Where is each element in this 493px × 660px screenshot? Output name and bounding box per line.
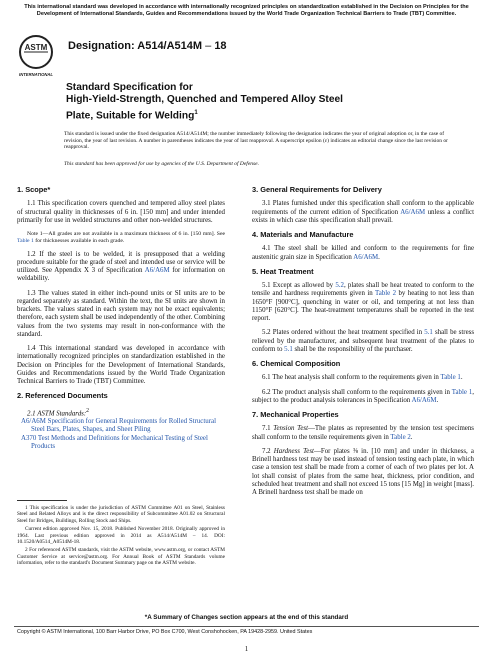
table-1-link[interactable]: Table 1	[440, 374, 461, 382]
wto-banner: This international standard was developed in accordance with internationally recognized principles on standardization established in the Decision on Principles for the Development of International Standards, Guides and Recommendations issued by the World Trade Organization Technical Barriers to Trade (TBT) Committee.	[24, 4, 469, 17]
paragraph-1-4: 1.4 This international standard was developed in accordance with internationally recognized principles on standardization established in the Decision on Principles for the Development of International Standards, Guides and Recommendations issued by the World Trade Organization Technical Barriers to Trade (TBT) Committee.	[17, 345, 225, 386]
designation-label: Designation: A514/A514M	[68, 40, 203, 52]
paragraph-6-2: 6.2 The product analysis shall conform to the requirements given in Table 1, subject to the product analysis tolerances in Specification A6/A6M.	[252, 388, 474, 404]
paragraph-2-1: 2.1 ASTM Standards:$^2$	[27, 407, 90, 417]
paragraph-5-1: 5.1 Except as allowed by 5.2, plates shall be heat treated to conform to the tensile and hardness requirements given in Table 2 by heating to not less than 1650°F [900°C], quenching in water or oil, and tempering at not less than 1150°F [620°C]. The heat-treatment temperatures shall be reported in the test report.	[252, 282, 475, 322]
paragraph-1-3: 1.3 The values stated in either inch-pound units or SI units are to be regarded separately as standard. Within the text, the SI units are shown in brackets. The values stated in each system may not be exact equivalents; therefore, each system shall be used independently of the other. Combining values from the two systems may result in non-conformance with the standard.	[17, 289, 225, 338]
footnote-1-edition: Current edition approved Nov. 15, 2018. Published November 2018. Originally approved in 1964. Last previous edition approved in 2014 as A514/A514M – 14. DOI: 10.1520/A0514_A0514M-18.	[17, 526, 225, 546]
a6-link[interactable]: A6/A6M	[353, 253, 379, 261]
table-1-link[interactable]: Table 1	[451, 388, 473, 396]
table-2-link[interactable]: Table 2	[374, 290, 397, 298]
svg-text:INTERNATIONAL: INTERNATIONAL	[19, 72, 53, 77]
paragraph-6-1: 6.1 The heat analysis shall conform to the requirements given in Table 1.	[262, 374, 463, 382]
title-line-3: Plate, Suitable for Welding$^1$	[66, 109, 198, 121]
note-1: Note 1—All grades are not available in a maximum thickness of 6 in. [150 mm]. See Table 1 for thicknesses available in each grade.	[17, 231, 225, 244]
a6-link[interactable]: A6/A6M	[400, 208, 426, 216]
paragraph-5-2: 5.2 Plates ordered without the heat treatment specified in 5.1 shall be stress relieved by the manufacturer, and subsequent heat treatment of the plates to conform to 5.1 shall be the responsibility of the purchaser.	[252, 329, 474, 353]
summary-of-changes-note: *A Summary of Changes section appears at the end of this standard	[144, 614, 349, 621]
paragraph-4-1: 4.1 The steel shall be killed and conform to the requirements for fine austenitic grain size in Specification A6/A6M.	[252, 245, 474, 261]
paragraph-7-1: 7.1 Tension Test—The plates as represented by the tension test specimens shall conform to the tensile requirements given in Table 2.	[252, 425, 474, 441]
section-5-1-link[interactable]: 5.1	[424, 329, 433, 337]
designation	[68, 40, 227, 52]
section-2-heading: 2. Referenced Documents	[17, 391, 108, 401]
footnote-divider	[17, 500, 67, 501]
table-2-link[interactable]: Table 2	[390, 433, 411, 441]
paragraph-1-2: 1.2 If the steel is to be welded, it is presupposed that a welding procedure suitable for the grade of steel and intended use or service will be utilized. See Appendix X 3 of Specification A6/A6M for information on weldability.	[17, 250, 225, 283]
document-title	[66, 82, 446, 122]
left-column	[17, 186, 225, 457]
a6-link[interactable]: A6/A6M	[411, 396, 437, 404]
paragraph-3-1: 3.1 Plates furnished under this specification shall conform to the applicable requirements of the current edition of Specification A6/A6M unless a conflict exists in which case this specification shall prevail.	[252, 200, 474, 224]
section-5-1-link[interactable]: 5.1	[284, 345, 293, 353]
section-5-heading: 5. Heat Treatment	[252, 266, 314, 276]
section-3-heading: 3. General Requirements for Delivery	[252, 185, 382, 194]
section-5-2-link[interactable]: 5.2	[335, 282, 344, 289]
reference-a6[interactable]: A6/A6M Specification for General Requirements for Rolled Structural Steel Bars, Plates, Shapes, and Sheet Piling	[21, 418, 216, 434]
title-line-2: High-Yield-Strength, Quenched and Tempered Alloy Steel	[66, 94, 343, 105]
page-number: 1	[244, 645, 249, 653]
referenced-documents	[17, 407, 225, 452]
copyright-line: Copyright © ASTM International, 100 Barr Harbor Drive, PO Box C700, West Conshohocken, PA 19428-2959. United States	[17, 629, 313, 635]
paragraph-1-1: 1.1 This specification covers quenched and tempered alloy steel plates of structural quality in thicknesses of 6 in. [150 mm] and under intended primarily for use in welded structures and other non-welded structures.	[17, 200, 225, 224]
section-6-heading: 6. Chemical Composition	[252, 359, 341, 368]
section-1-heading: 1. Scope*	[17, 185, 51, 194]
copyright-divider	[14, 626, 479, 627]
right-column	[252, 186, 474, 503]
table-1-link[interactable]: Table 1	[17, 237, 34, 244]
a6-link[interactable]: A6/A6M	[144, 267, 170, 275]
astm-logo	[14, 33, 58, 79]
designation-dash: –	[202, 40, 215, 52]
issued-note: This standard is issued under the fixed designation A514/A514M; the number immediately following the designation indicates the year of original adoption or, in the case of revision, the year of last revision. A number in parentheses indicates the year of last reapproval. A superscript epsilon (ε) indicates an editorial change since the last revision or reapproval.	[64, 131, 448, 151]
approved-note: This standard has been approved for use by agencies of the U.S. Department of Defense.	[64, 161, 259, 167]
footnote-1: 1 This specification is under the jurisdiction of ASTM Committee A01 on Steel, Stainless Steel and Related Alloys and is the direct responsibility of Subcommittee A01.02 on Structural Steel for Bridges, Buildings, Rolling Stock and Ships.	[17, 505, 225, 524]
footnote-2: 2 For referenced ASTM standards, visit the ASTM website, www.astm.org, or contact ASTM Customer Service at service@astm.org. For Annual Book of ASTM Standards volume information, refer to the standard's Document Summary page on the ASTM website.	[17, 547, 225, 567]
designation-year: 18	[214, 40, 227, 52]
paragraph-7-2: 7.2 Hardness Test—For plates ⅜ in. [10 mm] and under in thickness, a Brinell hardness test may be used instead of tension testing each plate, in which case a tension test shall be made from a corner of each of two plates per lot. A lot shall consist of plates from the same heat, thickness, prior condition, and scheduled heat treatment and shall not exceed 15 tons [15 Mg] in weight [mass]. A Brinell hardness test shall be made on	[252, 447, 474, 496]
reference-a370[interactable]: A370 Test Methods and Definitions for Mechanical Testing of Steel Products	[21, 434, 208, 450]
section-7-heading: 7. Mechanical Properties	[252, 410, 339, 419]
title-line-1: Standard Specification for	[66, 82, 193, 93]
footnotes	[17, 505, 225, 569]
svg-text:ASTM: ASTM	[24, 43, 48, 52]
title-footnote-mark: 1	[194, 109, 198, 116]
section-4-heading: 4. Materials and Manufacture	[252, 230, 354, 239]
